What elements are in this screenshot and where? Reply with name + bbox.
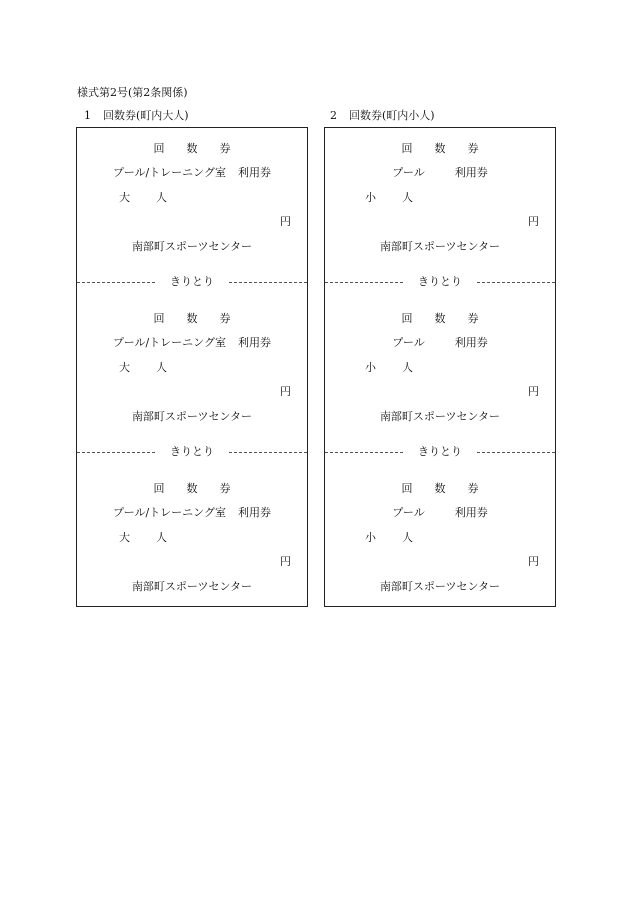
ticket-title-char: 回 [401,312,413,325]
ticket-usage: 利用券 [454,336,488,349]
ticket-facility: プール/トレーニング室 [113,506,226,519]
cut-line [77,275,307,289]
ticket-adult [77,468,307,608]
form-label: 様式第2号(第2条関係) [77,86,188,99]
cut-line [325,275,555,289]
ticket-class-char: 人 [156,531,167,544]
ticket-column-adult [76,127,308,607]
cut-line [325,445,555,459]
ticket-facility: プール [392,336,425,349]
ticket-title-char: 券 [219,312,231,325]
ticket-class-char: 小 [365,361,376,374]
ticket-class-char: 人 [402,191,413,204]
ticket-center-name: 南部町スポーツセンター [379,580,501,593]
cut-label: きりとり [418,445,462,458]
ticket-title [325,312,555,326]
ticket-yen: 円 [280,215,291,228]
ticket-facility: プール [392,166,425,179]
ticket-class-char: 小 [365,531,376,544]
ticket-title-char: 回 [153,142,165,155]
ticket-class [365,191,413,205]
ticket-adult [77,298,307,438]
column-number: 2 [330,109,337,122]
ticket-title-char: 回 [401,482,413,495]
ticket-usage: 利用券 [237,336,271,349]
cut-label: きりとり [170,275,214,288]
ticket-title-char: 回 [153,482,165,495]
cut-dash [229,452,307,453]
ticket-title-char: 券 [219,482,231,495]
cut-label: きりとり [418,275,462,288]
ticket-title-char: 券 [467,142,479,155]
ticket-center-name: 南部町スポーツセンター [131,240,253,253]
ticket-class [119,531,167,545]
ticket-facility-line [325,166,555,180]
ticket-title [77,482,307,496]
ticket-center-name: 南部町スポーツセンター [131,580,253,593]
ticket-adult [77,128,307,268]
ticket-center-name: 南部町スポーツセンター [379,240,501,253]
ticket-title [77,312,307,326]
ticket-title-char: 数 [186,312,198,325]
ticket-class-char: 大 [119,531,130,544]
ticket-class [119,361,167,375]
ticket-title [77,142,307,156]
ticket-column-child [324,127,556,607]
ticket-title-char: 数 [434,142,446,155]
ticket-title-char: 券 [467,482,479,495]
ticket-center-name: 南部町スポーツセンター [379,410,501,423]
ticket-usage: 利用券 [454,506,488,519]
ticket-title [325,142,555,156]
ticket-yen: 円 [528,385,539,398]
ticket-facility-line [77,166,307,180]
ticket-title-char: 数 [434,312,446,325]
ticket-class [365,361,413,375]
cut-dash [477,282,555,283]
cut-line [77,445,307,459]
ticket-yen: 円 [528,555,539,568]
ticket-title-char: 数 [186,482,198,495]
ticket-title-char: 回 [401,142,413,155]
ticket-facility-line [325,336,555,350]
ticket-title [325,482,555,496]
ticket-class-char: 小 [365,191,376,204]
column-heading-child [330,107,435,123]
column-heading-adult [84,107,189,123]
ticket-usage: 利用券 [454,166,488,179]
ticket-facility: プール [392,506,425,519]
ticket-child [325,468,555,608]
ticket-class-char: 人 [156,191,167,204]
ticket-class [119,191,167,205]
ticket-child [325,298,555,438]
ticket-facility: プール/トレーニング室 [113,166,226,179]
ticket-class-char: 人 [402,531,413,544]
ticket-class-char: 大 [119,191,130,204]
cut-label: きりとり [170,445,214,458]
ticket-child [325,128,555,268]
cut-dash [477,452,555,453]
ticket-class [365,531,413,545]
ticket-class-char: 人 [402,361,413,374]
ticket-title-char: 数 [434,482,446,495]
ticket-yen: 円 [280,555,291,568]
ticket-facility-line [77,336,307,350]
ticket-yen: 円 [280,385,291,398]
ticket-usage: 利用券 [237,166,271,179]
column-number: 1 [84,109,91,122]
ticket-title-char: 数 [186,142,198,155]
ticket-facility: プール/トレーニング室 [113,336,226,349]
cut-dash [229,282,307,283]
column-heading-text: 回数券(町内小人) [349,109,435,122]
ticket-title-char: 回 [153,312,165,325]
ticket-class-char: 人 [156,361,167,374]
column-heading-text: 回数券(町内大人) [103,109,189,122]
ticket-title-char: 券 [467,312,479,325]
ticket-facility-line [325,506,555,520]
ticket-title-char: 券 [219,142,231,155]
ticket-usage: 利用券 [237,506,271,519]
ticket-facility-line [77,506,307,520]
ticket-center-name: 南部町スポーツセンター [131,410,253,423]
ticket-class-char: 大 [119,361,130,374]
ticket-yen: 円 [528,215,539,228]
